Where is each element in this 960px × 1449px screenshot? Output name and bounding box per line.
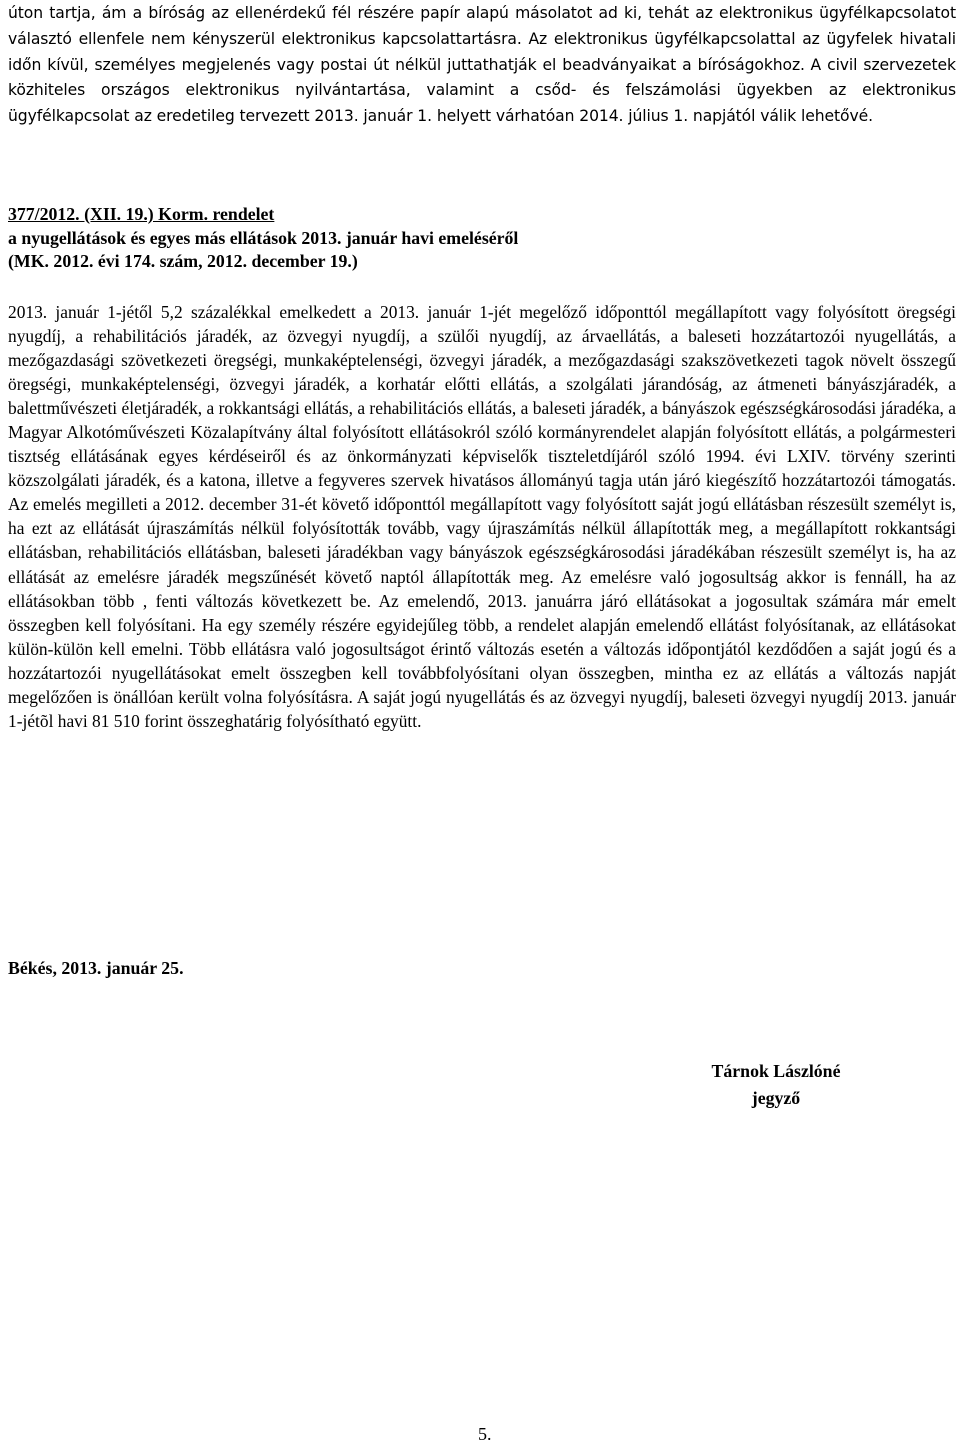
signer-title: jegyző	[751, 1088, 801, 1108]
page-number: 5.	[478, 1424, 492, 1444]
intro-segment-2: A civil szervezetek közhiteles országos elektronikus nyilvántartása, valamint a csőd- és felszámolási ügyekben az elektronikus ügyfélkapcsolat az eredetileg tervezett 2013. január 1. helyett várhatóan 2014. július 1. napjától válik lehetővé.	[8, 55, 956, 126]
signer-name: Tárnok Lászlóné	[711, 1061, 841, 1081]
document-page	[8, 0, 956, 1444]
decree-number: 377/2012. (XII. 19.) Korm. rendelet	[8, 204, 275, 224]
decree-title: a nyugellátások és egyes más ellátások 2013. január havi emeléséről	[8, 227, 519, 248]
signature-block	[696, 1058, 856, 1112]
intro-paragraph	[8, 0, 956, 129]
place-and-date: Békés, 2013. január 25.	[8, 958, 184, 978]
intro-segment-1: úton tartja, ám a bíróság az ellenérdekű fél részére papír alapú másolatot ad ki, tehát az elektronikus ügyfélkapcsolatot választó ellenfele nem kényszerül elektronikus kapcsolattartásra. Az elektronikus ügyfélkapcsolattal az ügyfelek hivatali időn kívül, személyes megjelenés vagy postai út nélkül juttathatják el beadványaikat a bíróságokhoz.	[8, 4, 956, 74]
decree-heading	[8, 203, 518, 274]
body-paragraph: 2013. január 1-jétől 5,2 százalékkal emelkedett a 2013. január 1-jét megelőző időponttól megállapított vagy folyósított öregségi nyugdíj, a rehabilitációs járadék, az özvegyi nyugdíj, a szülői nyugdíj, az árvaellátás, a baleseti hozzátartozói nyugellátás, a mezőgazdasági szövetkezeti öregségi, munkaképtelenségi, özvegyi járadék, a mezőgazdasági szakszövetkezeti tagok növelt összegű öregségi, munkaképtelenségi, özvegyi járadék, a korhatár előtti ellátás, a szolgálati járandóság, az átmeneti bányászjáradék, a balettművészeti életjáradék, a rokkantsági ellátás, a rehabilitációs ellátás, a baleseti járadék, a bányászok egészségkárosodási járadéka, a Magyar Alkotóművészeti Közalapítvány által folyósított ellátásokról szóló kormányrendelet alapján folyósított ellátás, a polgármesteri tisztség ellátásának egyes kérdéseiről és az önkormányzati képviselők tiszteletdíjáról szóló 1994. évi LXIV. törvény szerinti közszolgálati járadék, és a katona, illetve a fegyveres szervek hivatásos állományú tagja után járó kiegészítő hozzátartozói támogatás. Az emelés megilleti a 2012. december 31-ét követő időponttól megállapított vagy folyósított saját jogú ellátásban részesült személyt is, ha ezt az ellátását újraszámítás nélkül folyósították tovább, vagy újraszámítás nélkül állapították meg, a megállapított rokkantsági ellátásban, rehabilitációs ellátásban, baleseti járadékban vagy bányászok egészségkárosodási járadékában részesült személyt is, ha az ellátását az emelésre járadék megszűnését követő naptól állapították meg. Az emelésre való jogosultság akkor is fennáll, ha az ellátásokban több , fenti változás következett be. Az emelendő, 2013. januárra járó ellátásokat a jogosultak számára már emelt összegben kell folyósítani. Ha egy személy részére egyidejűleg több, a rendelet alapján emelendő ellátást folyósítanak, az ellátásokat külön-külön kell emelni. Több ellátásra való jogosultságot érintő változás esetén a változás időpontjától kezdődően a saját jogú és a hozzátartozói nyugellátásokat emelt összegben kell továbbfolyósítani olyan összegben, mintha ez az ellátás a változás napját megelőzően is önállóan került volna folyósításra. A saját jogú nyugellátás és az özvegyi nyugdíj, baleseti özvegyi nyugdíj 2013. január 1-jétõl havi 81 510 forint összeghatárig folyósítható együtt.	[8, 302, 956, 731]
decree-source: (MK. 2012. évi 174. szám, 2012. december 19.)	[8, 251, 358, 272]
